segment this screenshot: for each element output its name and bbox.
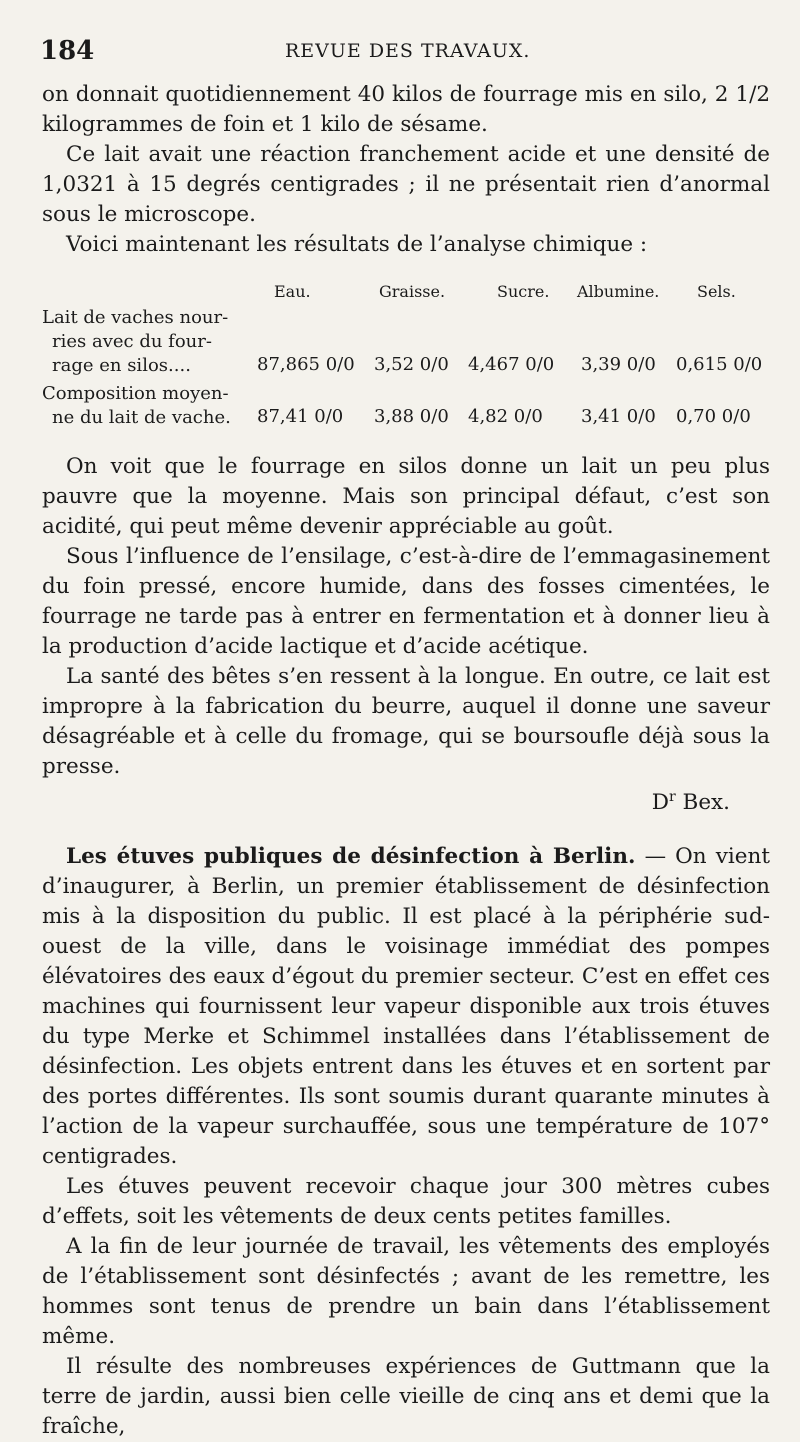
- middle-text-block: [42, 452, 770, 818]
- table-cell: 0,70 0/0: [676, 406, 751, 427]
- paragraph: Il résulte des nombreuses expériences de Guttmann que la terre de jardin, aussi bien celle vieille de cinq ans et demi que la fraîche,: [42, 1354, 770, 1439]
- page-number: 184: [40, 36, 95, 66]
- table-header-row: [42, 282, 770, 306]
- table-cell: 3,52 0/0: [374, 354, 449, 375]
- table-cell: 87,41 0/0: [257, 406, 344, 427]
- table-cell: 3,88 0/0: [374, 406, 449, 427]
- paragraph: on donnait quotidiennement 40 kilos de fourrage mis en silo, 2 1/2 kilogrammes de foin et 1 kilo de sésame.: [42, 82, 770, 137]
- column-header: Albumine.: [577, 282, 660, 301]
- paragraph: A la fin de leur journée de travail, les vêtements des employés de l’établissement sont désinfectés ; avant de les remettre, les hommes sont tenus de prendre un bain dans l’établissement même.: [42, 1234, 770, 1349]
- analysis-table: [42, 282, 770, 434]
- table-cell: 87,865 0/0: [257, 354, 355, 375]
- paragraph: Les étuves peuvent recevoir chaque jour 300 mètres cubes d’effets, soit les vêtements de deux cents petites familles.: [42, 1174, 770, 1229]
- column-header: Sels.: [697, 282, 736, 301]
- table-cell: 4,467 0/0: [468, 354, 555, 375]
- column-header: Sucre.: [497, 282, 550, 301]
- table-cell: 3,39 0/0: [581, 354, 656, 375]
- table-row: [42, 306, 770, 382]
- top-text-block: [42, 80, 770, 260]
- paragraph: Ce lait avait une réaction franchement acide et une densité de 1,0321 à 15 degrés centigrades ; il ne présentait rien d’anormal sous le microscope.: [42, 142, 770, 227]
- paragraph: La santé des bêtes s’en ressent à la longue. En outre, ce lait est impropre à la fabrication du beurre, auquel il donne une saveur désagréable et à celle du fromage, qui se boursoufle déjà sous la presse.: [42, 664, 770, 779]
- section-first-paragraph: Les étuves publiques de désinfection à Berlin. — On vient d’inaugurer, à Berlin, un premier établissement de désinfection mis à la disposition du public. Il est placé à la périphérie sud-ouest de la ville, dans le voisinage immédiat des pompes élévatoires des eaux d’égout du premier secteur. C’est en effet ces machines qui fournissent leur vapeur disponible aux trois étuves du type Merke et Schimmel installées dans l’établissement de désinfection. Les objets entrent dans les étuves et en sortent par des portes différentes. Ils sont soumis durant quarante minutes à l’action de la vapeur surchauffée, sous une température de 107° centigrades.: [42, 844, 770, 1169]
- paragraph: Voici maintenant les résultats de l’analyse chimique :: [66, 232, 648, 257]
- paragraph: Sous l’influence de l’ensilage, c’est-à-dire de l’emmagasinement du foin pressé, encore humide, dans des fosses cimentées, le fourrage ne tarde pas à entrer en fermentation et à donner lieu à la production d’acide lactique et d’acide acétique.: [42, 544, 770, 659]
- column-header: Graisse.: [379, 282, 446, 301]
- signature: $D^r$ Bex.: [651, 789, 730, 816]
- table-cell: 4,82 0/0: [468, 406, 543, 427]
- page-header: [40, 36, 770, 70]
- row-label: Lait de vaches nour- ries avec du four- rage en silos....: [42, 307, 229, 376]
- row-label: Composition moyen- ne du lait de vache.: [42, 383, 231, 428]
- section-title: Les étuves publiques de désinfection à Berlin.: [66, 844, 636, 869]
- table-row: [42, 382, 770, 434]
- table-cell: 0,615 0/0: [676, 354, 763, 375]
- table-cell: 3,41 0/0: [581, 406, 656, 427]
- section-text-block: [42, 842, 770, 1442]
- running-head: REVUE DES TRAVAUX.: [285, 40, 531, 62]
- column-header: Eau.: [274, 282, 311, 301]
- paragraph: On voit que le fourrage en silos donne un lait un peu plus pauvre que la moyenne. Mais son principal défaut, c’est son acidité, qui peut même devenir appréciable au goût.: [42, 454, 770, 539]
